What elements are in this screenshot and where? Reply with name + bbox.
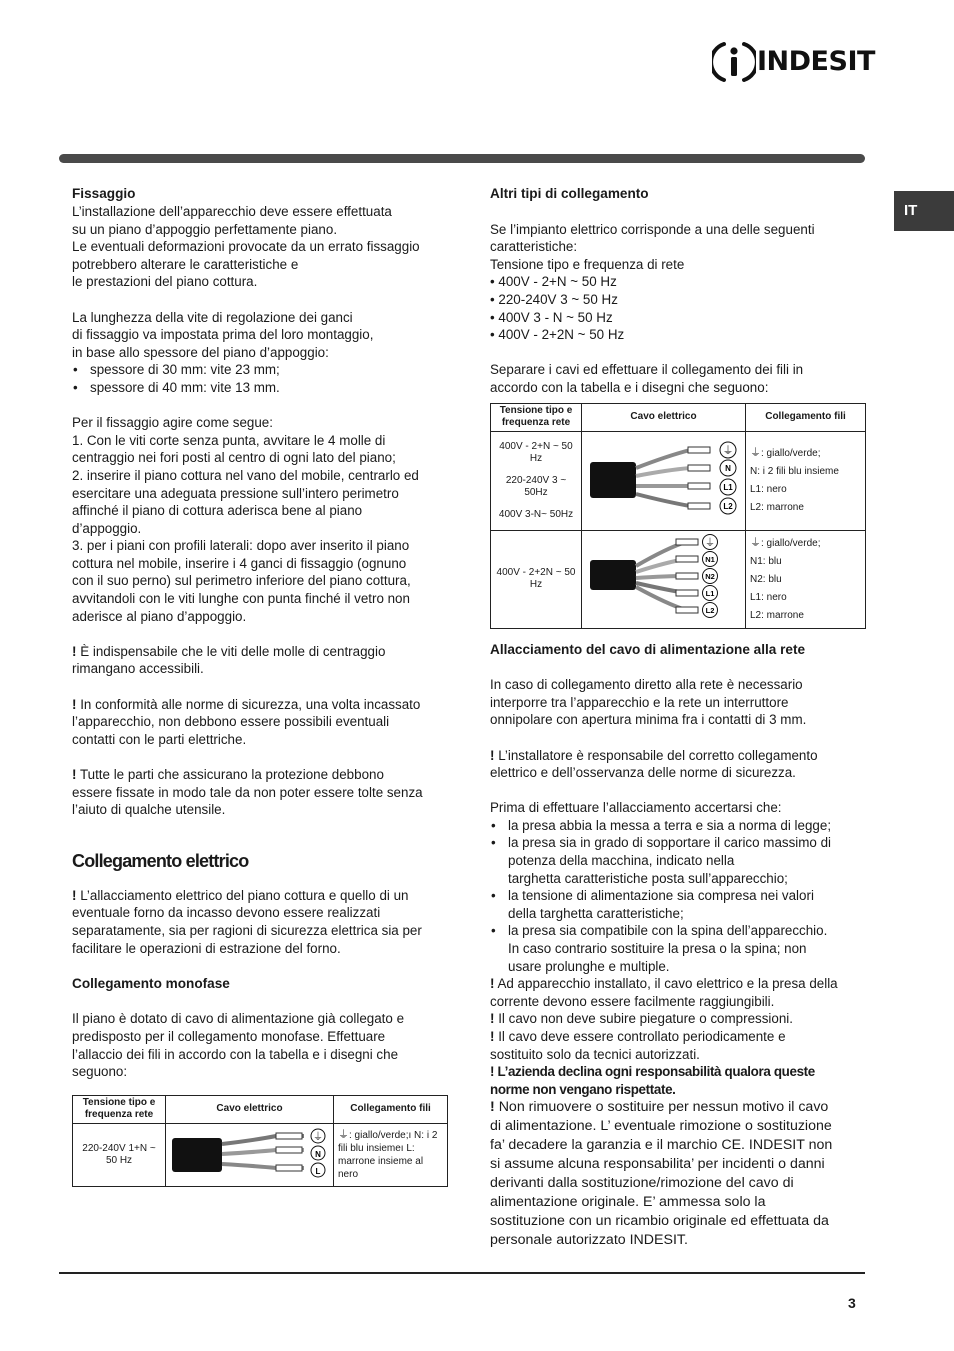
table-cell: 400V - 2+N ~ 50 Hz 220-240V 3 ~ 50Hz 400V 3-N~ 50Hz (491, 431, 582, 530)
brand-logo (712, 40, 875, 84)
bottom-rule (59, 1272, 865, 1274)
terminal-label: L1 (723, 482, 733, 492)
monofase-para: Il piano è dotato di cavo di alimentazione già collegato e predisposto per il collegamento monofase. Effettuare l’allaccio dei fili in accordo con la tabella e i disegni che seguono: (72, 1011, 405, 1080)
table-header: Cavo elettrico (582, 403, 746, 431)
ground-icon: ⏚ (338, 1128, 349, 1142)
warning-note: ! Non rimuovere o sostituire per nessun motivo il cavo di alimentazione. L’ eventuale rimozione o sostituzione fa’ decadere la garanzia e il marchio CE. INDESIT non si assume alcuna responsabilita’ per incidenti o danni derivanti dalla sostituzione/rimozione del cavo di alimentazione originale. E’ ammessa solo la sostituzione con un ricambio originale ed effettuata da personale autorizzato INDESIT. (490, 1099, 833, 1249)
left-column (72, 185, 448, 1187)
screw-length-para: La lunghezza della vite di regolazione dei ganci di fissaggio va impostata prima del loro montaggio, in base allo spessore del piano d’appoggio: (72, 309, 374, 360)
terminal-label: ⏚ (722, 443, 734, 457)
allacciamento-heading: Allacciamento del cavo di alimentazione alla rete (490, 641, 806, 657)
collegamento-heading: Collegamento elettrico (72, 850, 249, 871)
monofase-heading: Collegamento monofase (72, 975, 230, 991)
terminal-label: L1 (705, 589, 715, 599)
table-header: Tensione tipo e frequenza rete (491, 403, 582, 431)
table-header: Tensione tipo e frequenza rete (73, 1095, 166, 1123)
list-item: • 400V - 2+N ~ 50 Hz (490, 274, 617, 290)
multiphase-wiring-table (490, 403, 866, 629)
monofase-wiring-table (72, 1095, 448, 1187)
terminal-label: L2 (723, 501, 733, 511)
cable-diagram (582, 431, 746, 530)
altri-para: Se l’impianto elettrico corrisponde a una delle seguenti caratteristiche: Tensione tipo e frequenza di rete (490, 221, 815, 272)
table-cell: ⏚: giallo/verde;ı N: i 2 fili blu insiemeı L: marrone insieme al nero (334, 1123, 448, 1186)
list-item: • la presa abbia la messa a terra e sia a norma di legge; (490, 817, 866, 835)
warning-note: ! Il cavo deve essere controllato periodicamente e sostituito solo da tecnici autorizzati. (490, 1029, 786, 1062)
list-item: • 400V 3 - N ~ 50 Hz (490, 309, 613, 325)
separare-para: Separare i cavi ed effettuare il collegamento dei fili in accordo con la tabella e i disegni che seguono: (490, 362, 804, 395)
fissaggio-heading: Fissaggio (72, 186, 136, 201)
warning-note: ! L’allacciamento elettrico del piano cottura e quello di un eventuale forno da incasso devono essere realizzati separatamente, sia per ragioni di sicurezza elettrica sia per facilitare le operazioni di estrazione del forno. (72, 887, 422, 956)
brand-name: INDESIT (757, 46, 875, 77)
language-tab: IT (894, 191, 954, 231)
checks-list (490, 817, 866, 975)
terminal-label: N (315, 1149, 321, 1159)
table-header: Collegamento fili (746, 403, 866, 431)
ground-icon: ⏚ (750, 446, 761, 460)
terminal-label: N (725, 463, 731, 473)
thickness-list (72, 361, 448, 396)
list-item: • la presa sia in grado di sopportare il carico massimo di potenza della macchina, indicato nella targhetta caratteristiche posta sull’apparecchio; (490, 834, 866, 887)
terminal-label: ⏚ (705, 538, 715, 550)
terminal-label: N2 (705, 572, 715, 582)
warning-note: ! In conformità alle norme di sicurezza, una volta incassato l’apparecchio, non debbono essere possibili eventuali contatti con le parti elettriche. (72, 696, 421, 747)
warning-note: ! È indispensabile che le viti delle molle di centraggio rimangano accessibili. (72, 643, 386, 677)
terminal-label: ⏚ (313, 1131, 323, 1143)
warning-note: ! Il cavo non deve subire piegature o compressioni. (490, 1011, 793, 1027)
table-header: Collegamento fili (334, 1095, 448, 1123)
allacciamento-para: In caso di collegamento diretto alla rete è necessario interporre tra l’apparecchio e la rete un interruttore onnipolare con apertura minima fra i contatti di 3 mm. (490, 677, 807, 728)
top-rule (59, 154, 865, 163)
warning-note: ! Tutte le parti che assicurano la protezione debbono essere fissate in modo tale da non poter essere tolte senza l’aiuto di qualche utensile. (72, 767, 423, 818)
ground-icon: ⏚ (750, 535, 761, 549)
altri-heading: Altri tipi di collegamento (490, 186, 649, 201)
warning-note: ! L’azienda declina ogni responsabilità qualora queste norme non vengano rispettate. (490, 1064, 815, 1097)
terminal-label: L (315, 1166, 321, 1176)
fissaggio-para: L’installazione dell’apparecchio deve essere effettuata su un piano d’appoggio perfettamente piano. Le eventuali deformazioni provocate da un errato fissaggio potrebbero alterare le caratteristiche e le prestazioni del piano cottura. (72, 204, 420, 290)
table-header: Cavo elettrico (166, 1095, 334, 1123)
warning-note: ! L’installatore è responsabile del corretto collegamento elettrico e dell’osservanza delle norme di sicurezza. (490, 747, 818, 781)
table-cell: ⏚: giallo/verde; N1: blu N2: blu L1: nero L2: marrone (746, 530, 866, 628)
list-item: • 220-240V 3 ~ 50 Hz (490, 291, 618, 307)
list-item: • la presa sia compatibile con la spina dell’apparecchio. In caso contrario sostituire la presa o la spina; non usare prolunghe e multiple. (490, 922, 866, 975)
table-cell: ⏚: giallo/verde; N: i 2 fili blu insieme L1: nero L2: marrone (746, 431, 866, 530)
terminal-label: N1 (705, 555, 715, 565)
page-number: 3 (848, 1295, 856, 1311)
list-item: • la tensione di alimentazione sia compresa nei valori della targhetta caratteristiche; (490, 887, 866, 922)
terminal-label: L2 (705, 606, 715, 616)
cable-diagram (166, 1123, 334, 1186)
table-cell: 220-240V 1+N ~ 50 Hz (73, 1123, 166, 1186)
warning-note: ! Ad apparecchio installato, il cavo elettrico e la presa della corrente devono essere facilmente raggiungibili. (490, 976, 838, 1009)
table-cell: 400V - 2+2N ~ 50 Hz (491, 530, 582, 628)
voltage-list (490, 273, 866, 343)
list-item: • spessore di 30 mm: vite 23 mm; (72, 361, 448, 379)
cable-diagram (582, 530, 746, 628)
fixing-steps: Per il fissaggio agire come segue: 1. Con le viti corte senza punta, avvitare le 4 molle di centraggio nei fori posti al centro di ogni lato del piano; 2. inserire il piano cottura nel vano del mobile, centrarlo ed esercitare una adeguata pressione sull’intero perimetro affinché il piano di cottura aderisca bene al piano d’appoggio. 3. per i piani con profili laterali: dopo aver inserito il piano cottura nel mobile, inserire i 4 ganci di fissaggio (ognuno con il suo perno) sul perimetro inferiore del piano cottura, avvitandoli con le viti lunghe con punta finché il vetro non aderisce al piano d’appoggio. (72, 415, 419, 624)
right-column (490, 185, 866, 1250)
indesit-logo-icon (712, 40, 756, 84)
list-item: • 400V - 2+2N ~ 50 Hz (490, 327, 625, 343)
list-item: • spessore di 40 mm: vite 13 mm. (72, 379, 448, 397)
checks-intro: Prima di effettuare l’allacciamento accertarsi che: (490, 800, 782, 816)
